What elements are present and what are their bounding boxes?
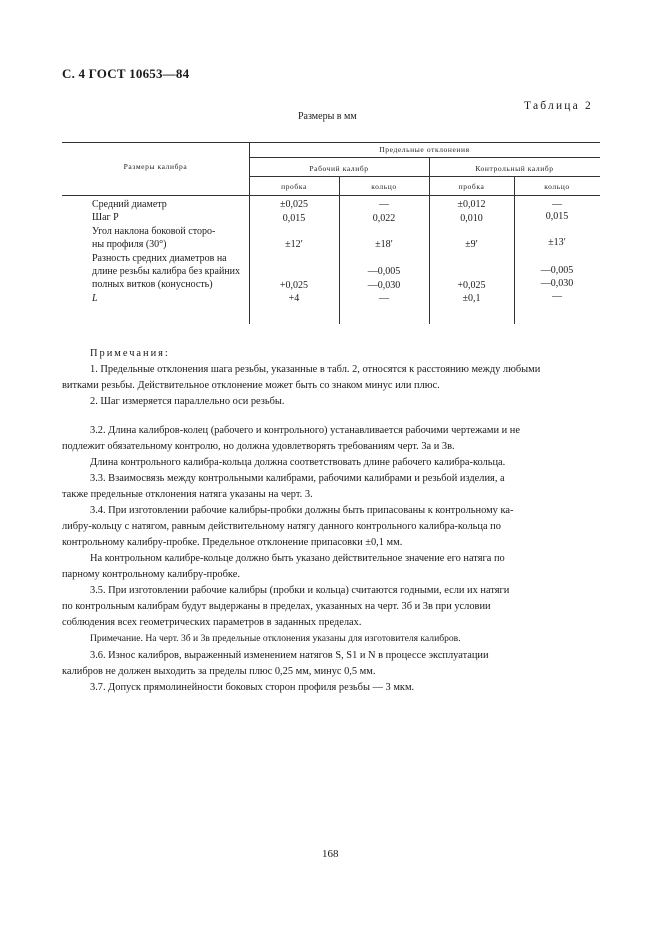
notes-title: Примечания:	[90, 348, 170, 359]
row-label: Угол наклона боковой сторо-	[92, 226, 216, 237]
note-line: 2. Шаг измеряется параллельно оси резьбы.	[90, 396, 285, 407]
body-line: контрольному калибру-пробке. Предельное отклонение припасовки ±0,1 мм.	[62, 537, 403, 548]
table-cell: —	[552, 291, 562, 302]
table-cell: ±9′	[465, 239, 478, 250]
head-working-ring: кольцо	[371, 182, 397, 191]
head-control-ring: кольцо	[544, 182, 570, 191]
row-label: полных витков (конусность)	[92, 279, 213, 290]
table-cell: —	[552, 199, 562, 210]
table-cell: 0,015	[545, 211, 569, 222]
head-param: Размеры калибра	[123, 162, 188, 171]
table-units: Размеры в мм	[298, 111, 357, 122]
page-header: С. 4 ГОСТ 10653—84	[62, 66, 190, 81]
table-cell: —0,005	[540, 265, 574, 276]
table-rule-limits	[249, 157, 600, 158]
body-line: либру-кольцу с натягом, равным действительному натягу данного контрольного калибра-кольца по	[62, 521, 501, 532]
note-line: витками резьбы. Действительное отклонение может быть со знаком минус или плюс.	[62, 380, 440, 391]
table-cell: +4	[288, 293, 300, 304]
row-label: L	[92, 293, 98, 304]
body-line: 3.3. Взаимосвязь между контрольными калибрами, рабочими калибрами и резьбой изделия, а	[90, 473, 505, 484]
body-line: 3.5. При изготовлении рабочие калибры (пробки и кольца) считаются годными, если их натяги	[90, 585, 510, 596]
row-label: Разность средних диаметров на	[92, 253, 227, 264]
table-label: Таблица 2	[524, 100, 593, 112]
table-header-rule	[62, 195, 600, 196]
body-line: 3.6. Износ калибров, выраженный изменением натягов S, S1 и N в процессе эксплуатации	[90, 650, 489, 661]
body-line: 3.2. Длина калибров-колец (рабочего и контрольного) устанавливается рабочими чертежами и не	[90, 425, 520, 436]
body-line: Примечание. На черт. 3б и 3в предельные отклонения указаны для изготовителя калибров.	[90, 633, 461, 644]
body-line: подлежит обязательному контролю, но должна удовлетворять требованиям черт. 3а и 3в.	[62, 441, 455, 452]
row-label: Шаг P	[92, 212, 119, 223]
page-number: 168	[322, 848, 339, 860]
body-line: калибров не должен выходить за пределы плюс 0,25 мм, минус 0,5 мм.	[62, 666, 376, 677]
table-cell: +0,025	[457, 280, 486, 291]
table-cell: ±13′	[548, 237, 566, 248]
body-line: 3.4. При изготовлении рабочие калибры-пробки должны быть припасованы к контрольному ка-	[90, 505, 514, 516]
table-cell: ±12′	[285, 239, 303, 250]
head-working: Рабочий калибр	[309, 164, 369, 173]
note-line: 1. Предельные отклонения шага резьбы, указанные в табл. 2, относятся к расстоянию между любыми	[90, 364, 541, 375]
table-cell: ±0,025	[280, 199, 308, 210]
table-cell: 0,022	[372, 213, 396, 224]
table-cell: —	[379, 199, 389, 210]
table-cell: 0,015	[282, 213, 306, 224]
table-cell: +0,025	[279, 280, 309, 291]
head-working-plug: пробка	[281, 182, 307, 191]
table-cell: —0,030	[540, 278, 574, 289]
table-cell: —	[379, 293, 389, 304]
head-control: Контрольный калибр	[475, 164, 554, 173]
table-rule-calibers	[249, 176, 600, 177]
body-line: по контрольным калибрам будут выдержаны в пределах, указанных на черт. 3б и 3в при условии	[62, 601, 491, 612]
body-line: На контрольном калибре-кольце должно быть указано действительное значение его натяга по	[90, 553, 505, 564]
body-line: соблюдения всех геометрических параметров в заданных пределах.	[62, 617, 362, 628]
table-top-rule	[62, 142, 600, 143]
body-line: Длина контрольного калибра-кольца должна соответствовать длине рабочего калибра-кольца.	[90, 457, 506, 468]
head-limits: Предельные отклонения	[379, 145, 470, 154]
table-cell: —0,005	[367, 266, 401, 277]
table-cell: 0,010	[460, 213, 483, 224]
head-control-plug: пробка	[458, 182, 485, 191]
body-line: 3.7. Допуск прямолинейности боковых сторон профиля резьбы — 3 мкм.	[90, 682, 415, 693]
row-label: Средний диаметр	[92, 199, 167, 210]
body-line: также предельные отклонения натяга указаны на черт. 3.	[62, 489, 313, 500]
table-cell: ±0,1	[462, 293, 481, 304]
table-cell: —0,030	[367, 280, 401, 291]
row-label: длине резьбы калибра без крайних	[92, 266, 241, 277]
row-label: ны профиля (30°)	[92, 239, 167, 250]
table-cell: ±0,012	[457, 199, 486, 210]
table-cell: ±18′	[375, 239, 393, 250]
body-line: парному контрольному калибру-пробке.	[62, 569, 240, 580]
